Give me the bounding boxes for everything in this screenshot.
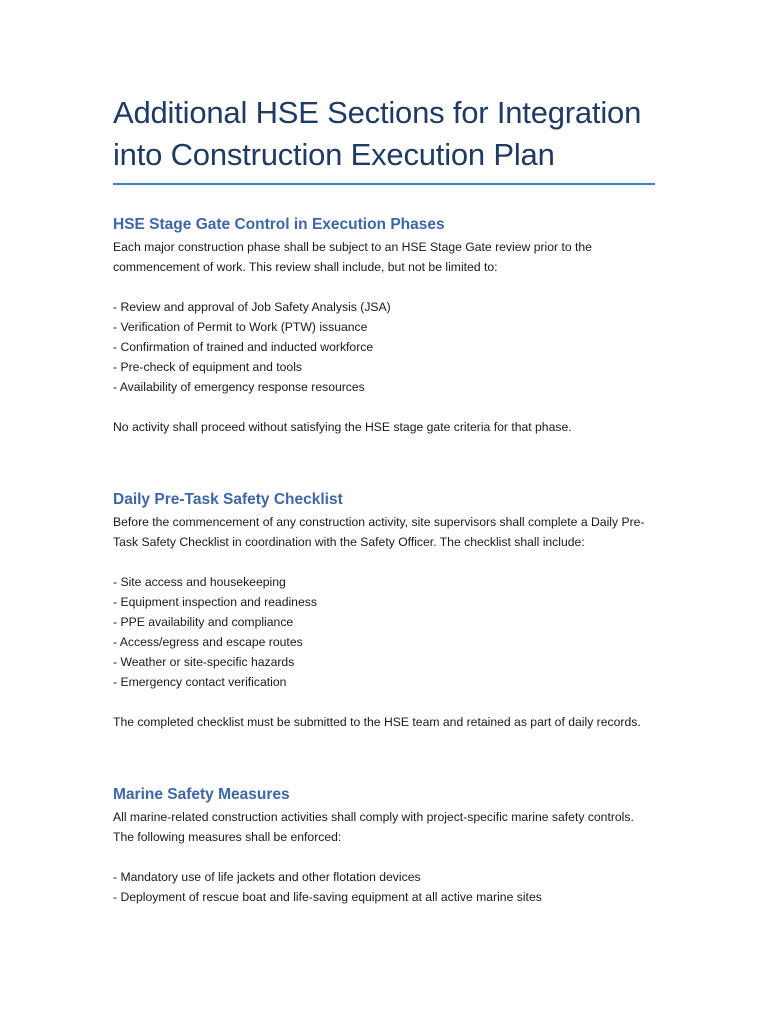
section-marine-safety-measures xyxy=(113,784,655,907)
checklist-items xyxy=(113,297,655,397)
section-heading: Marine Safety Measures xyxy=(113,786,290,803)
list-item: - Deployment of rescue boat and life-saving equipment at all active marine sites xyxy=(113,890,542,904)
section-heading: HSE Stage Gate Control in Execution Phases xyxy=(113,216,445,233)
section-daily-pre-task-checklist xyxy=(113,489,655,732)
list-item: - Mandatory use of life jackets and other flotation devices xyxy=(113,870,421,884)
section-hse-stage-gate xyxy=(113,214,655,437)
checklist-items xyxy=(113,572,655,692)
section-closing-paragraph: The completed checklist must be submitted to the HSE team and retained as part of daily records. xyxy=(113,715,641,729)
document-title: Additional HSE Sections for Integration into Construction Execution Plan xyxy=(113,95,642,172)
list-item: - PPE availability and compliance xyxy=(113,615,294,629)
list-item: - Equipment inspection and readiness xyxy=(113,595,317,609)
list-item: - Confirmation of trained and inducted workforce xyxy=(113,340,374,354)
list-item: - Emergency contact verification xyxy=(113,675,287,689)
title-underline-rule xyxy=(113,183,655,185)
list-item: - Review and approval of Job Safety Analysis (JSA) xyxy=(113,300,391,314)
section-heading: Daily Pre-Task Safety Checklist xyxy=(113,491,343,508)
section-intro-paragraph: All marine-related construction activities shall comply with project-specific marine safety controls. The following measures shall be enforced: xyxy=(113,810,634,844)
list-item: - Weather or site-specific hazards xyxy=(113,655,295,669)
section-closing-paragraph: No activity shall proceed without satisfying the HSE stage gate criteria for that phase. xyxy=(113,420,572,434)
list-item: - Verification of Permit to Work (PTW) issuance xyxy=(113,320,368,334)
list-item: - Availability of emergency response resources xyxy=(113,380,365,394)
list-item: - Pre-check of equipment and tools xyxy=(113,360,303,374)
checklist-items xyxy=(113,867,655,907)
section-intro-paragraph: Each major construction phase shall be subject to an HSE Stage Gate review prior to the commencement of work. This review shall include, but not be limited to: xyxy=(113,240,592,274)
section-intro-paragraph: Before the commencement of any construction activity, site supervisors shall complete a Daily Pre-Task Safety Checklist in coordination with the Safety Officer. The checklist shall include: xyxy=(113,515,645,549)
list-item: - Access/egress and escape routes xyxy=(113,635,303,649)
list-item: - Site access and housekeeping xyxy=(113,575,286,589)
